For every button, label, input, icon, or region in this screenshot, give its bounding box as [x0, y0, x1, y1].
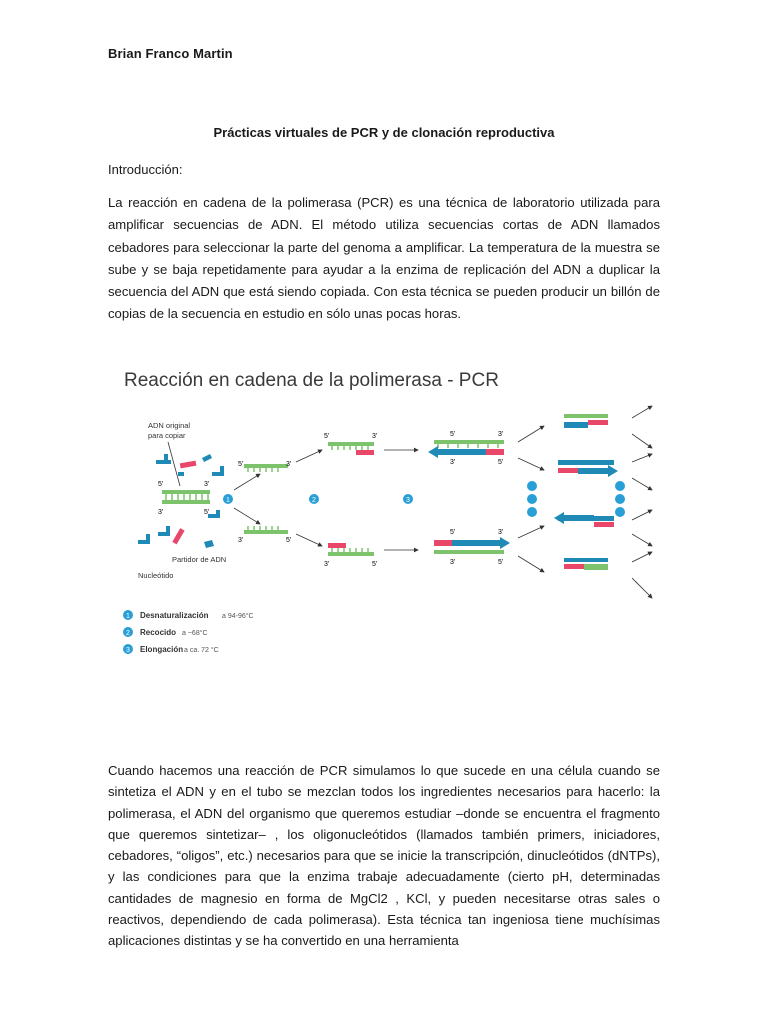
document-title: Prácticas virtuales de PCR y de clonación reproductiva	[213, 125, 555, 140]
end-label: 3'	[286, 461, 292, 468]
legend-step-name: Recocido	[140, 628, 177, 637]
end-label: 5'	[450, 529, 456, 536]
label-original-2: para copiar	[148, 431, 186, 440]
end-label: 3'	[324, 561, 330, 568]
legend-step-number: 3	[126, 647, 130, 654]
annealed-strands	[324, 433, 377, 568]
legend-step-name: Desnaturalización	[140, 611, 209, 620]
intro-heading: Introducción:	[108, 162, 183, 177]
label-primer: Partidor de ADN	[172, 555, 227, 564]
end-label: 5'	[286, 537, 292, 544]
end-label: 5'	[498, 459, 504, 466]
output-arrows	[632, 406, 652, 598]
legend-step-name: Elongación	[140, 645, 184, 654]
end-label: 3'	[204, 481, 210, 488]
original-dna	[158, 481, 210, 516]
end-label: 5'	[324, 433, 330, 440]
end-label: 3'	[372, 433, 378, 440]
pcr-figure	[118, 362, 698, 672]
end-label: 5'	[372, 561, 378, 568]
legend-step-number: 2	[126, 630, 130, 637]
legend-step-detail: a ca. 72 °C	[184, 647, 219, 654]
label-nucleotide: Nucleótido	[138, 571, 174, 580]
author-name: Brian Franco Martin	[108, 46, 233, 61]
step-badge: 1	[226, 497, 230, 504]
end-label: 3'	[158, 509, 164, 516]
end-label: 5'	[204, 509, 210, 516]
end-label: 3'	[498, 431, 504, 438]
end-label: 3'	[450, 559, 456, 566]
elongated-strands	[428, 431, 510, 566]
pcr-diagram	[118, 362, 698, 672]
steps-legend	[123, 610, 254, 654]
copies	[554, 414, 618, 570]
step-badge: 2	[312, 497, 316, 504]
end-label: 3'	[450, 459, 456, 466]
end-label: 3'	[498, 529, 504, 536]
end-label: 3'	[238, 537, 244, 544]
end-label: 5'	[238, 461, 244, 468]
denatured-strands	[238, 461, 291, 544]
end-label: 5'	[498, 559, 504, 566]
end-label: 5'	[158, 481, 164, 488]
legend-step-detail: a 94-96°C	[222, 613, 254, 620]
end-label: 5'	[450, 431, 456, 438]
body-paragraph: Cuando hacemos una reacción de PCR simulamos lo que sucede en una célula cuando se sintetiza el ADN y en el tubo se mezclan todos los ingredientes necesarios para hacerlo: la polimerasa, el ADN del organismo que queremos estudiar –donde se encuentra el fragmento que queremos sintetizar– , los oligonucleótidos (llamados también primers, iniciadores, cebadores, “oligos”, etc.) necesarios para que se inicie la transcripción, dinucleótidos (dNTPs), y las condiciones para que la enzima trabaje adecuadamente (cierto pH, determinadas cantidades de magnesio en forma de MgCl2 , KCl, y pueden necesitarse otras sales o reactivos, dependiendo de cada polimerasa). Esta técnica tan ingeniosa tiene muchísimas aplicaciones distintas y se ha convertido en una herramienta	[108, 763, 660, 949]
label-original: ADN original	[148, 421, 191, 430]
legend-step-number: 1	[126, 613, 130, 620]
legend-step-detail: a ~68°C	[182, 630, 208, 637]
step-badge: 3	[406, 497, 410, 504]
figure-title: Reacción en cadena de la polimerasa - PCR	[124, 370, 499, 391]
intro-paragraph: La reacción en cadena de la polimerasa (PCR) es una técnica de laboratorio utilizada para amplificar secuencias de ADN. El método utiliza secuencias cortas de ADN llamados cebadores para seleccionar la parte del genoma a amplificar. La temperatura de la muestra se sube y se baja repetidamente para ayudar a la enzima de replicación del ADN a duplicar la secuencia del ADN que está siendo copiada. Con esta técnica se pueden producir un billón de copias de la secuencia en estudio en sólo unas pocas horas.	[108, 195, 660, 322]
